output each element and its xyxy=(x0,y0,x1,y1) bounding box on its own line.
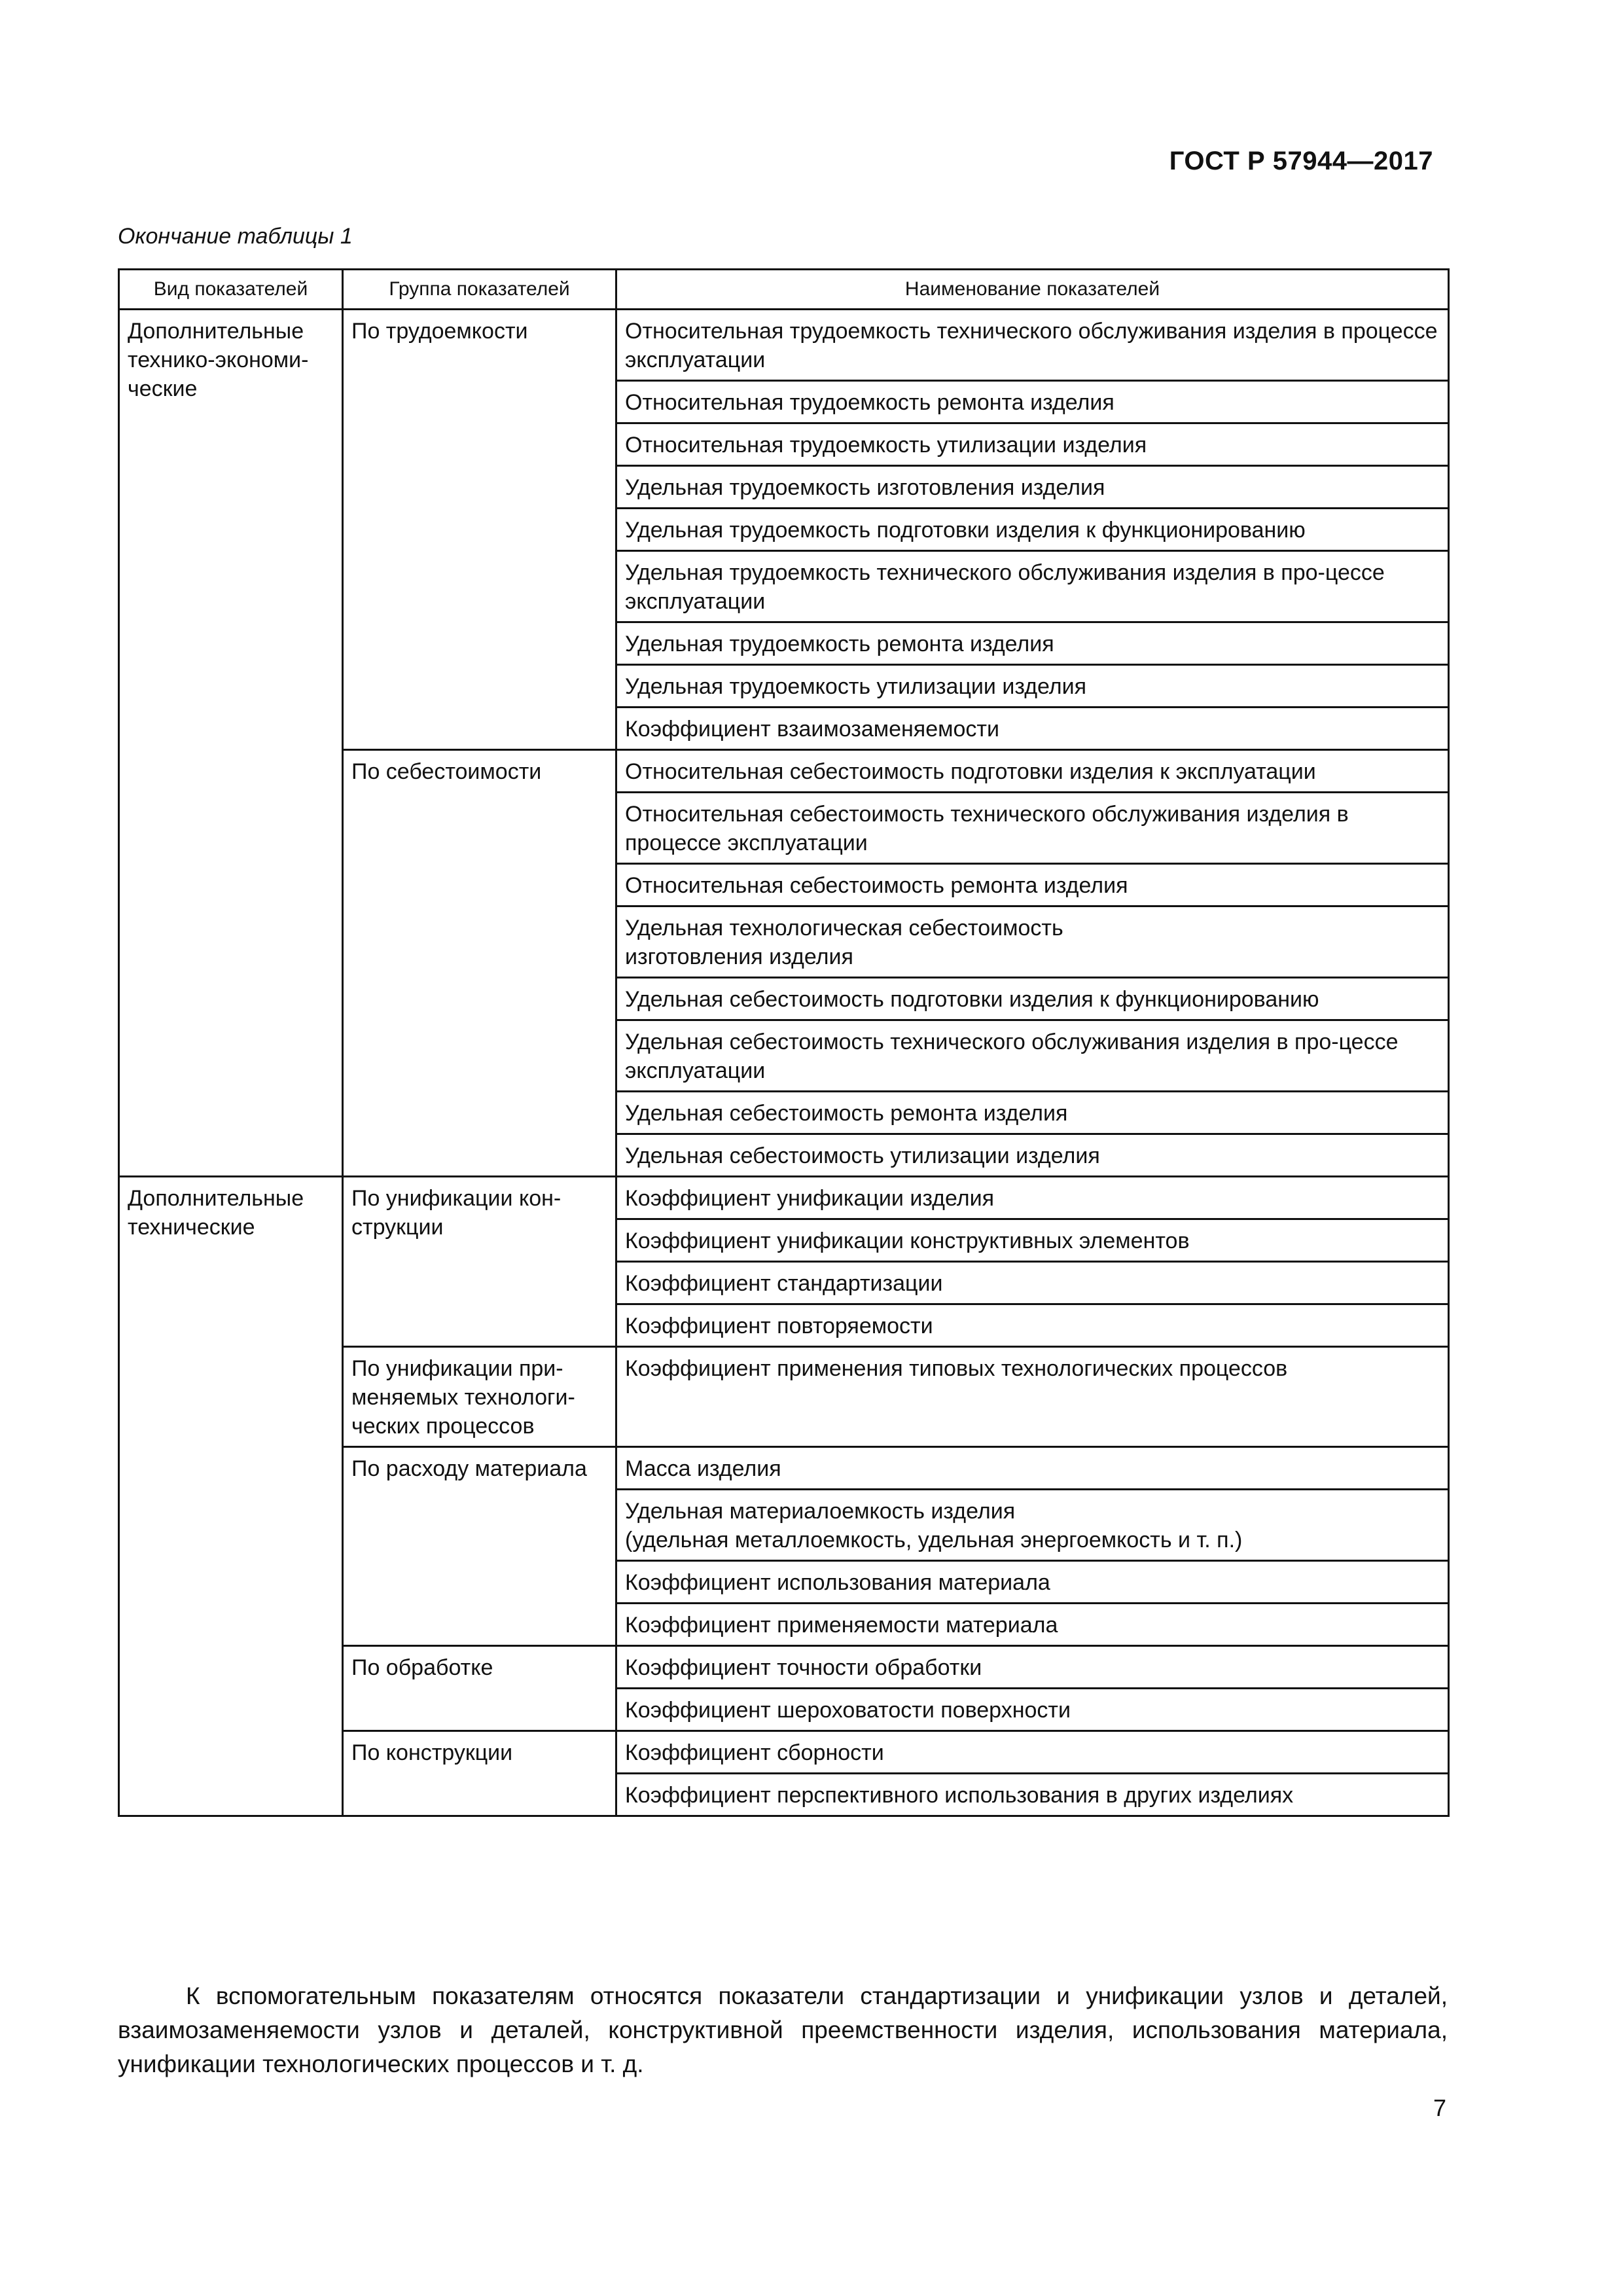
indicator-name-cell: Коэффициент сборности xyxy=(616,1731,1449,1774)
indicator-name-cell: Удельная трудоемкость технического обслуживания изделия в про-цессе эксплуатации xyxy=(616,551,1449,622)
indicator-name-cell: Относительная себестоимость подготовки изделия к эксплуатации xyxy=(616,750,1449,793)
indicator-group-cell: По трудоемкости xyxy=(343,310,616,750)
indicator-group-cell: По унификации кон-струкции xyxy=(343,1177,616,1347)
indicator-name-cell: Удельная трудоемкость ремонта изделия xyxy=(616,622,1449,665)
indicator-name-cell: Коэффициент использования материала xyxy=(616,1561,1449,1604)
indicator-name-cell: Коэффициент унификации изделия xyxy=(616,1177,1449,1219)
indicator-group-cell: По себестоимости xyxy=(343,750,616,1177)
indicator-group-cell: По расходу материала xyxy=(343,1447,616,1646)
table-row xyxy=(119,1177,1449,1219)
indicator-name-cell: Удельная себестоимость ремонта изделия xyxy=(616,1092,1449,1134)
indicator-name-cell: Относительная трудоемкость технического обслуживания изделия в процессе эксплуатации xyxy=(616,310,1449,381)
indicator-name-cell: Удельная трудоемкость подготовки изделия к функционированию xyxy=(616,509,1449,551)
indicator-name-cell: Относительная себестоимость ремонта изделия xyxy=(616,864,1449,906)
column-header-kind: Вид показателей xyxy=(119,270,343,310)
table-row xyxy=(119,310,1449,381)
indicator-name-cell: Относительная трудоемкость ремонта изделия xyxy=(616,381,1449,423)
indicator-group-cell: По унификации при-меняемых технологи-ческих процессов xyxy=(343,1347,616,1447)
indicator-name-cell: Коэффициент унификации конструктивных элементов xyxy=(616,1219,1449,1262)
indicator-name-cell: Коэффициент перспективного использования в других изделиях xyxy=(616,1774,1449,1816)
indicator-name-cell: Коэффициент взаимозаменяемости xyxy=(616,708,1449,750)
indicator-name-cell: Коэффициент применения типовых технологических процессов xyxy=(616,1347,1449,1447)
indicator-name-cell: Удельная материалоемкость изделия (удельная металлоемкость, удельная энергоемкость и т. п.) xyxy=(616,1490,1449,1561)
indicator-kind-cell: Дополнительные технические xyxy=(119,1177,343,1816)
indicator-name-cell: Относительная трудоемкость утилизации изделия xyxy=(616,423,1449,466)
table-header-row xyxy=(119,270,1449,310)
indicator-name-cell: Удельная трудоемкость изготовления изделия xyxy=(616,466,1449,509)
indicator-name-cell: Удельная технологическая себестоимость изготовления изделия xyxy=(616,906,1449,978)
indicator-group-cell: По конструкции xyxy=(343,1731,616,1816)
table-body xyxy=(119,310,1449,1816)
indicator-name-cell: Коэффициент повторяемости xyxy=(616,1304,1449,1347)
column-header-group: Группа показателей xyxy=(343,270,616,310)
body-paragraph: К вспомогательным показателям относятся показатели стандартизации и унификации узлов и деталей, взаимозаменяемости узлов и деталей, конструктивной преемственности изделия, использования материала, унификации технологических процессов и т. д. xyxy=(118,1982,1448,2077)
indicator-name-cell: Удельная себестоимость подготовки изделия к функционированию xyxy=(616,978,1449,1020)
indicator-name-cell: Относительная себестоимость технического обслуживания изделия в процессе эксплуатации xyxy=(616,793,1449,864)
indicator-name-cell: Удельная себестоимость технического обслуживания изделия в про-цессе эксплуатации xyxy=(616,1020,1449,1092)
column-header-name: Наименование показателей xyxy=(616,270,1449,310)
table-caption: Окончание таблицы 1 xyxy=(118,224,353,249)
indicator-kind-cell: Дополнительные технико-экономи-ческие xyxy=(119,310,343,1177)
page-number: 7 xyxy=(1433,2094,1446,2121)
indicator-name-cell: Удельная трудоемкость утилизации изделия xyxy=(616,665,1449,708)
indicator-name-cell: Коэффициент применяемости материала xyxy=(616,1604,1449,1646)
document-code: ГОСТ Р 57944—2017 xyxy=(1169,147,1433,175)
indicator-name-cell: Коэффициент стандартизации xyxy=(616,1262,1449,1304)
indicators-table xyxy=(118,268,1450,1817)
indicator-name-cell: Коэффициент шероховатости поверхности xyxy=(616,1689,1449,1731)
indicator-name-cell: Удельная себестоимость утилизации изделия xyxy=(616,1134,1449,1177)
indicator-group-cell: По обработке xyxy=(343,1646,616,1731)
indicator-name-cell: Масса изделия xyxy=(616,1447,1449,1490)
indicator-name-cell: Коэффициент точности обработки xyxy=(616,1646,1449,1689)
